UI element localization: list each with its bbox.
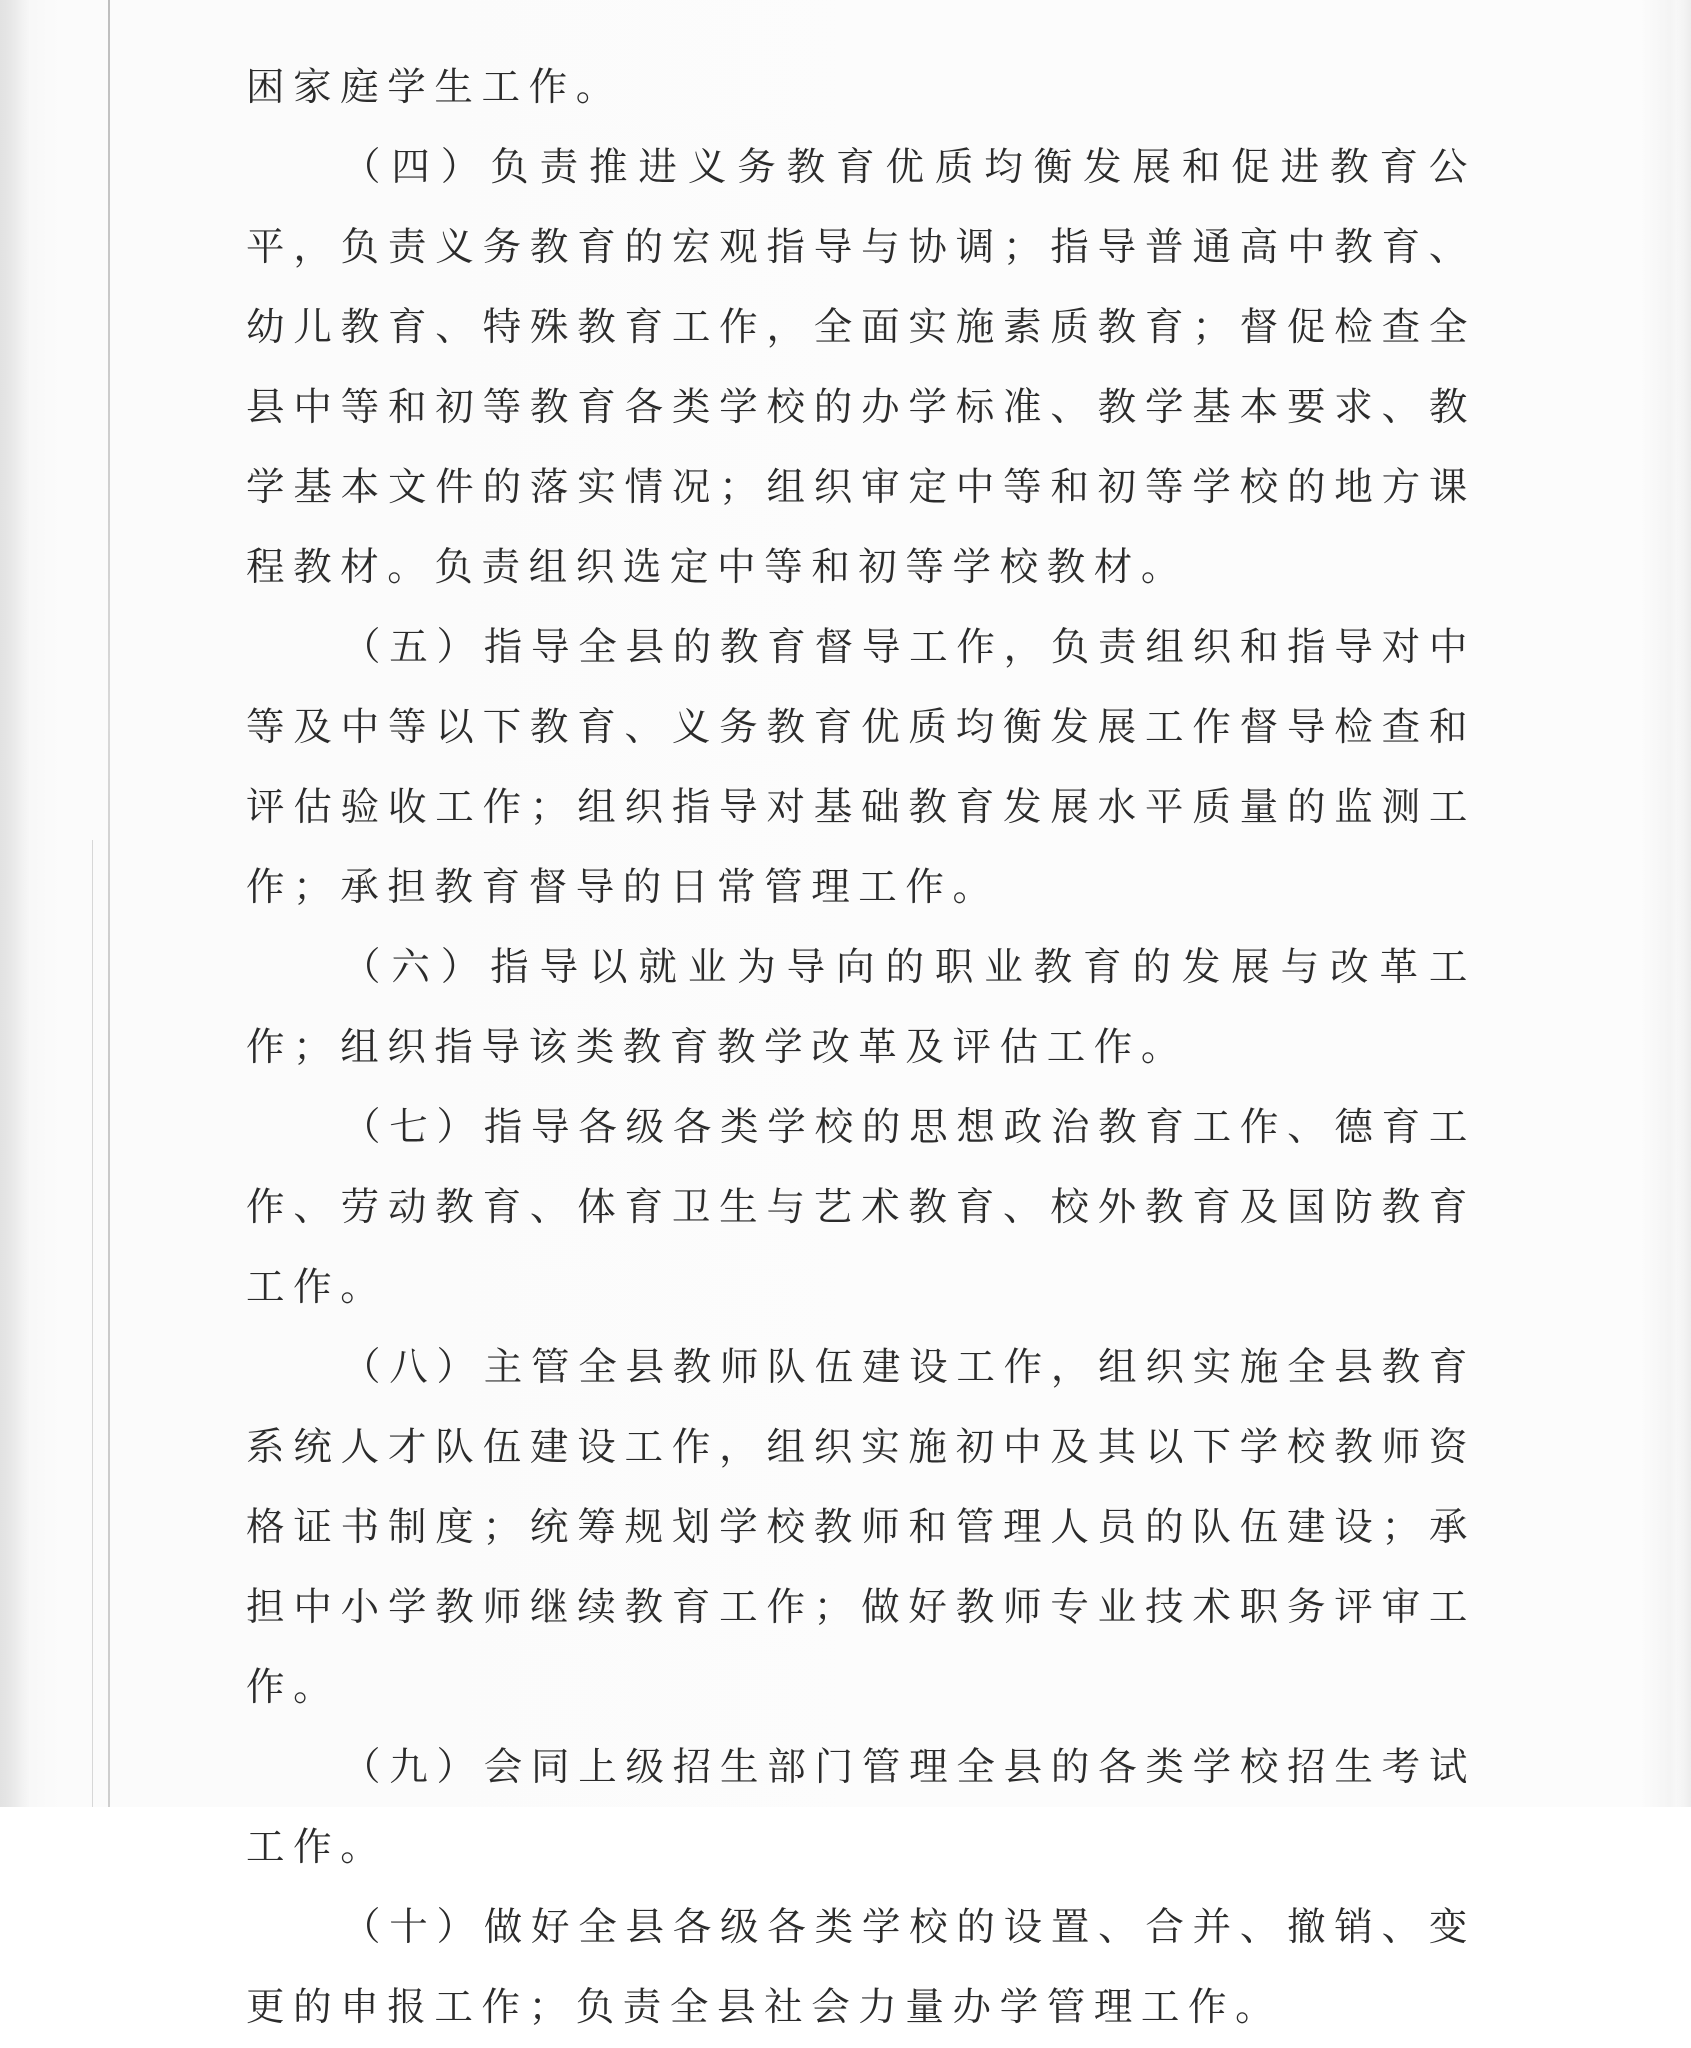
paragraph-item-4: （四）负责推进义务教育优质均衡发展和促进教育公平，负责义务教育的宏观指导与协调；指导普通高中教育、幼儿教育、特殊教育工作，全面实施素质教育；督促检查全县中等和初等教育各类学校的办学标准、教学基本要求、教学基本文件的落实情况；组织审定中等和初等学校的地方课程教材。负责组织选定中等和初等学校教材。: [246, 145, 1476, 590]
page-fold-line: [108, 0, 110, 1807]
paragraph-continuation: 困家庭学生工作。: [246, 65, 623, 110]
page-edge-shadow: [0, 0, 30, 1807]
paragraph-item-8: （八）主管全县教师队伍建设工作，组织实施全县教育系统人才队伍建设工作，组织实施初中及其以下学校教师资格证书制度；统筹规划学校教师和管理人员的队伍建设；承担中小学教师继续教育工作；做好教师专业技术职务评审工作。: [246, 1345, 1476, 1710]
page-right-edge: [1676, 0, 1691, 1807]
page-crease-line: [92, 840, 93, 1807]
paragraph-item-10: （十）做好全县各级各类学校的设置、合并、撤销、变更的申报工作；负责全县社会力量办学管理工作。: [246, 1905, 1476, 2030]
paragraph-item-6: （六）指导以就业为导向的职业教育的发展与改革工作；组织指导该类教育教学改革及评估工作。: [246, 945, 1476, 1070]
paragraph-item-7: （七）指导各级各类学校的思想政治教育工作、德育工作、劳动教育、体育卫生与艺术教育、校外教育及国防教育工作。: [246, 1105, 1476, 1310]
document-body: [246, 48, 1476, 2048]
paragraph-item-5: （五）指导全县的教育督导工作，负责组织和指导对中等及中等以下教育、义务教育优质均衡发展工作督导检查和评估验收工作；组织指导对基础教育发展水平质量的监测工作；承担教育督导的日常管理工作。: [246, 625, 1476, 910]
paragraph-item-9: （九）会同上级招生部门管理全县的各类学校招生考试工作。: [246, 1745, 1476, 1870]
